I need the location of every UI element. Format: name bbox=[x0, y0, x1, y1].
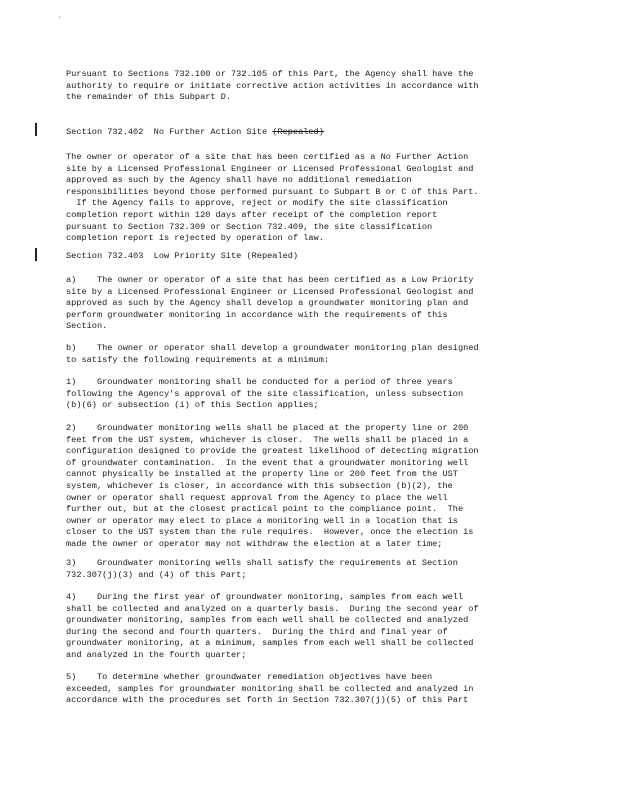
section-402-heading bbox=[66, 127, 556, 139]
section-402-body: The owner or operator of a site that has been certified as a No Further Action site by a Licensed Professional Engineer or Licensed Professional Geologist and approved as such by the Agency shall have no additional remediation responsibilities beyond those performed pursuant to Subpart B or C of this Part. If the Agency fails to approve, reject or modify the site classification completion report within 120 days after receipt of the completion report pursuant to Section 732.309 or Section 732.409, the site classification completion report is rejected by operation of law. bbox=[66, 152, 479, 244]
intro-paragraph: Pursuant to Sections 732.100 or 732.105 of this Part, the Agency shall have the authority to require or initiate corrective action activities in accordance with the remainder of this Subpart D. bbox=[66, 69, 479, 103]
page-mark: ' bbox=[58, 16, 62, 23]
change-bar bbox=[35, 123, 37, 136]
section-403-item-2: 2) Groundwater monitoring wells shall be placed at the property line or 200 feet from the UST system, whichever is closer. The wells shall be placed in a configuration designed to provide the greatest likelihood of detecting migration of groundwater contamination. In the event that a groundwater monitoring well cannot physically be installed at the property line or 200 feet from the UST system, whichever is closer, in accordance with this subsection (b)(2), the owner or operator shall request approval from the Agency to place the well further out, but at the closest practical point to the compliance point. The owner or operator may elect to place a monitoring well in a location that is closer to the UST system than the rule requires. However, once the election is made the owner or operator may not withdraw the election at a later time; bbox=[66, 423, 479, 549]
section-403-para-a: a) The owner or operator of a site that has been certified as a Low Priority site by a Licensed Professional Engineer or Licensed Professional Geologist and approved as such by the Agency shall develop a groundwater monitoring plan and perform groundwater monitoring in accordance with the requirements of this Section. bbox=[66, 275, 474, 332]
section-403-item-1: 1) Groundwater monitoring shall be conducted for a period of three years following the Agency's approval of the site classification, unless subsection (b)(6) or subsection (i) of this Section applies; bbox=[66, 377, 464, 411]
section-403-heading: Section 732.403 Low Priority Site (Repealed) bbox=[66, 251, 299, 261]
section-403-para-b: b) The owner or operator shall develop a groundwater monitoring plan designed to satisfy the following requirements at a minimum: bbox=[66, 343, 479, 365]
section-403-item-5: 5) To determine whether groundwater remediation objectives have been exceeded, samples for groundwater monitoring shall be collected and analyzed in accordance with the procedures set forth in Section 732.307(j)(5) of this Part bbox=[66, 672, 474, 706]
section-403-item-4: 4) During the first year of groundwater monitoring, samples from each well shall be collected and analyzed on a quarterly basis. During the second year of groundwater monitoring, samples from each well shall be collected and analyzed during the second and fourth quarters. During the third and final year of groundwater monitoring, at a minimum, samples from each well shall be collected and analyzed in the fourth quarter; bbox=[66, 592, 479, 660]
section-402-heading-struck: (Repealed) bbox=[272, 127, 324, 137]
section-403-item-3: 3) Groundwater monitoring wells shall satisfy the requirements at Section 732.307(j)(3) and (4) of this Part; bbox=[66, 558, 458, 580]
change-bar bbox=[35, 248, 37, 261]
section-402-heading-text: Section 732.402 No Further Action Site bbox=[66, 127, 273, 137]
